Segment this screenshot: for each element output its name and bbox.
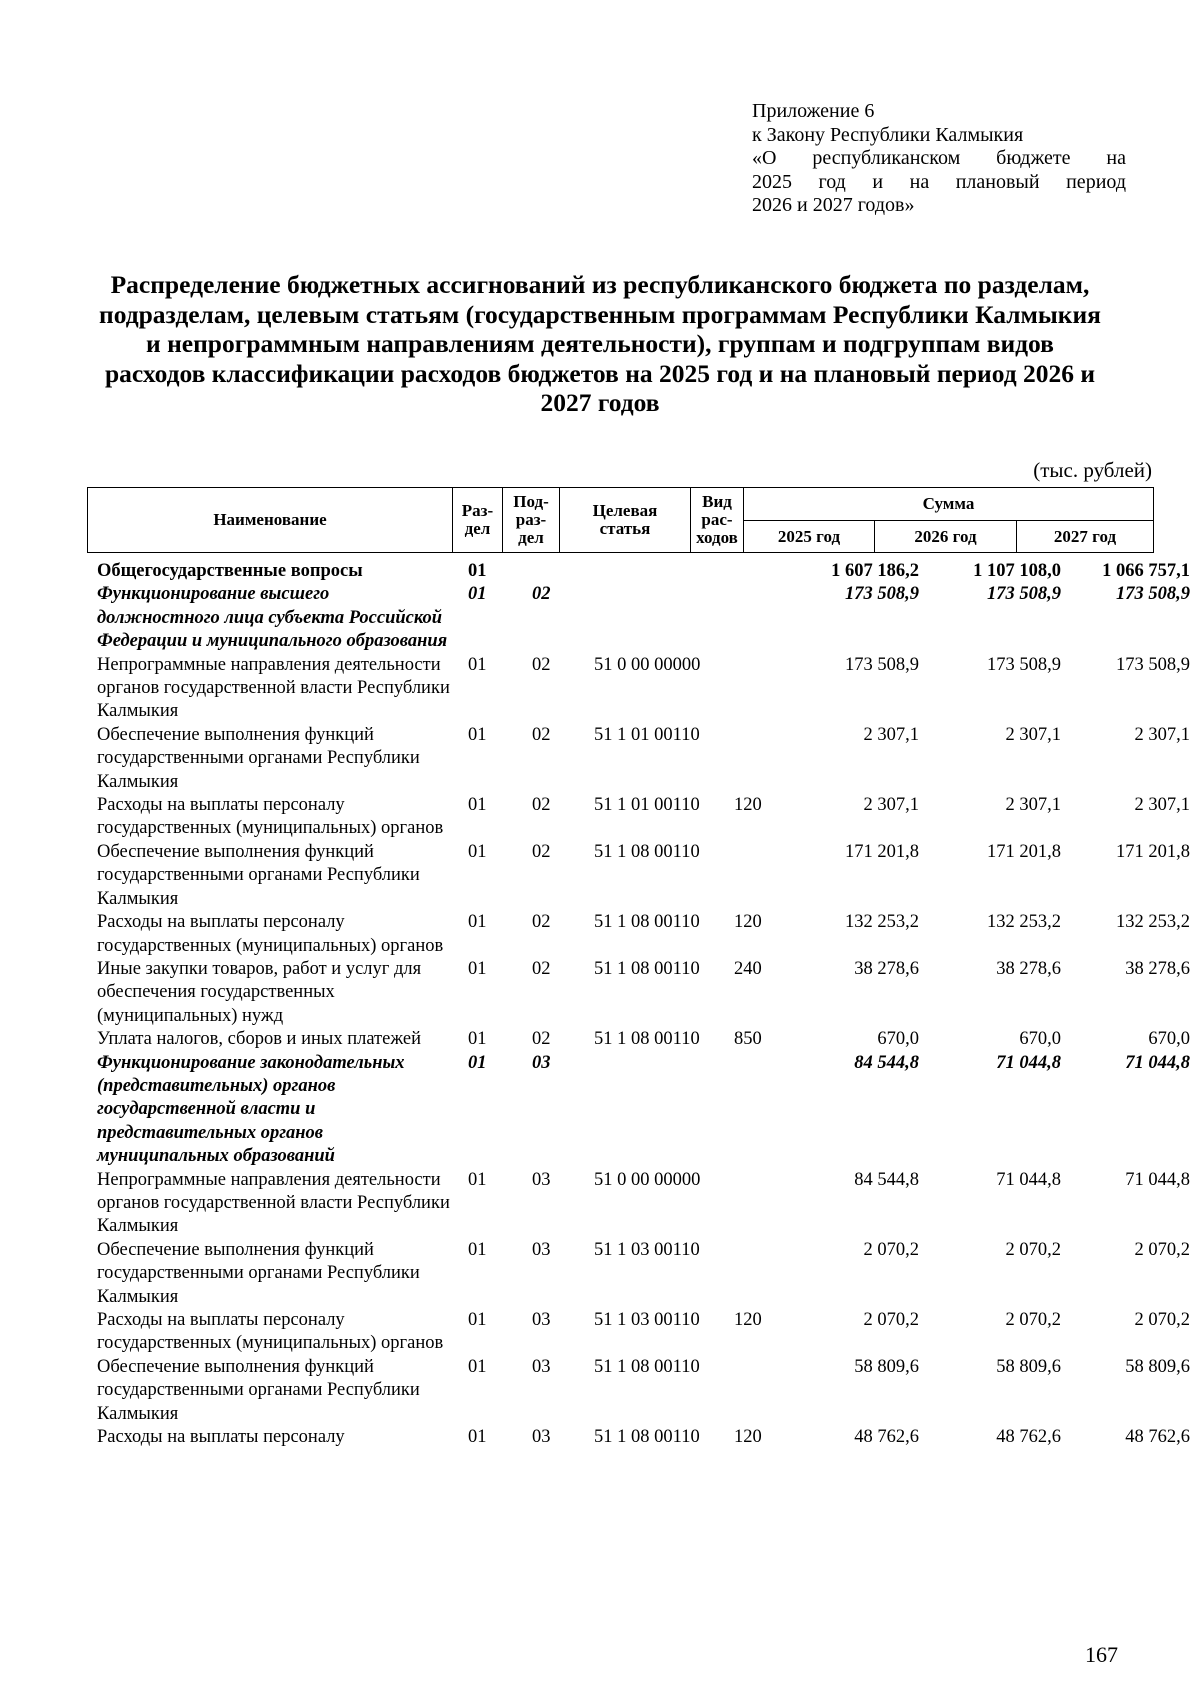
cell-2026: 173 508,9 xyxy=(987,584,1061,605)
table-body xyxy=(87,560,1190,1449)
cell-2027: 2 070,2 xyxy=(1134,1239,1190,1260)
cell-vid xyxy=(730,560,788,583)
header-celevaya xyxy=(560,488,691,553)
cell-podrazdel: 02 xyxy=(532,795,551,816)
cell-celevaya xyxy=(590,560,730,583)
header-summa: Сумма xyxy=(744,488,1154,521)
cell-2026: 71 044,8 xyxy=(996,1052,1061,1073)
cell-2026: 38 278,6 xyxy=(996,958,1061,979)
cell-2027: 1 066 757,1 xyxy=(1102,561,1190,581)
table-row xyxy=(87,560,1190,583)
appendix-line: 2025 год и на плановый период xyxy=(752,170,1126,193)
table-row xyxy=(87,724,1190,794)
table-row xyxy=(87,1169,1190,1239)
cell-celevaya: 51 1 08 00110 xyxy=(594,912,700,933)
cell-2027: 173 508,9 xyxy=(1116,654,1190,675)
cell-celevaya: 51 0 00 00000 xyxy=(594,654,701,675)
appendix-line: 2026 и 2027 годов» xyxy=(752,194,915,216)
cell-name: Функционирование высшего должностного лица субъекта Российской Федерации и муниципального образования xyxy=(97,584,448,652)
cell-2027: 670,0 xyxy=(1148,1029,1190,1050)
table-row xyxy=(87,1239,1190,1309)
header-podrazdel-line: раз- xyxy=(515,510,547,529)
cell-vid xyxy=(730,1052,788,1169)
cell-name: Обеспечение выполнения функций государственными органами Республики Калмыкия xyxy=(97,724,420,792)
header-razdel-line: Раз- xyxy=(461,501,494,520)
cell-celevaya xyxy=(590,583,730,653)
cell-razdel: 01 xyxy=(468,795,487,816)
cell-2025: 2 070,2 xyxy=(863,1239,919,1260)
cell-vid: 120 xyxy=(734,912,762,933)
cell-2027: 58 809,6 xyxy=(1125,1356,1190,1377)
cell-2027: 48 762,6 xyxy=(1125,1427,1190,1448)
header-celevaya-line: Целевая xyxy=(592,501,658,520)
cell-podrazdel: 02 xyxy=(532,724,551,745)
page-number: 167 xyxy=(1085,1642,1118,1667)
table-row xyxy=(87,958,1190,1028)
cell-2025: 58 809,6 xyxy=(854,1356,919,1377)
cell-2026: 2 307,1 xyxy=(1005,795,1061,816)
cell-celevaya xyxy=(590,1052,730,1169)
table-row xyxy=(87,794,1190,841)
cell-razdel: 01 xyxy=(468,958,487,979)
cell-name: Общегосударственные вопросы xyxy=(97,561,363,581)
header-podrazdel-line: дел xyxy=(518,528,544,547)
cell-2027: 132 253,2 xyxy=(1116,912,1190,933)
header-podrazdel-line: Под- xyxy=(513,492,549,511)
cell-razdel: 01 xyxy=(468,1310,487,1330)
cell-podrazdel: 03 xyxy=(532,1169,551,1190)
cell-2027: 71 044,8 xyxy=(1125,1169,1190,1190)
cell-podrazdel xyxy=(524,560,590,583)
cell-2025: 173 508,9 xyxy=(845,584,919,605)
cell-podrazdel: 03 xyxy=(532,1310,551,1330)
cell-2026: 48 762,6 xyxy=(996,1427,1061,1448)
cell-name: Расходы на выплаты персоналу государственных (муниципальных) органов xyxy=(97,912,444,956)
header-razdel-line: дел xyxy=(464,519,491,538)
cell-vid xyxy=(730,1239,788,1309)
cell-2025: 2 070,2 xyxy=(863,1310,919,1330)
cell-vid: 120 xyxy=(734,795,762,816)
cell-podrazdel: 02 xyxy=(532,958,551,979)
cell-2026: 2 307,1 xyxy=(1005,724,1061,745)
cell-name: Иные закупки товаров, работ и услуг для обеспечения государственных (муниципальных) нужд xyxy=(97,958,422,1026)
cell-celevaya: 51 1 08 00110 xyxy=(594,1427,700,1448)
cell-podrazdel: 03 xyxy=(532,1052,551,1073)
cell-celevaya: 51 1 08 00110 xyxy=(594,1356,700,1377)
table-row xyxy=(87,1309,1190,1356)
cell-podrazdel: 02 xyxy=(532,584,551,605)
cell-podrazdel: 03 xyxy=(532,1427,551,1448)
cell-razdel: 01 xyxy=(468,1427,487,1448)
cell-2027: 2 307,1 xyxy=(1134,724,1190,745)
cell-2027: 38 278,6 xyxy=(1125,958,1190,979)
cell-2025: 38 278,6 xyxy=(854,958,919,979)
cell-razdel: 01 xyxy=(468,912,487,933)
cell-vid xyxy=(730,841,788,911)
cell-2025: 84 544,8 xyxy=(854,1052,919,1073)
cell-2026: 71 044,8 xyxy=(996,1169,1061,1190)
cell-celevaya: 51 1 01 00110 xyxy=(594,795,700,816)
table-header xyxy=(87,487,1154,553)
appendix-header xyxy=(752,100,1126,218)
cell-podrazdel: 02 xyxy=(532,912,551,933)
cell-vid: 850 xyxy=(734,1029,762,1050)
cell-razdel: 01 xyxy=(468,1169,487,1190)
cell-2025: 1 607 186,2 xyxy=(831,561,919,581)
appendix-line: «О республиканском бюджете на xyxy=(752,147,1126,169)
cell-2026: 2 070,2 xyxy=(1005,1239,1061,1260)
cell-vid: 120 xyxy=(734,1310,762,1330)
cell-vid xyxy=(730,1169,788,1239)
table-row xyxy=(87,841,1190,911)
cell-2026: 58 809,6 xyxy=(996,1356,1061,1377)
cell-celevaya: 51 1 03 00110 xyxy=(594,1239,700,1260)
cell-vid xyxy=(730,654,788,724)
cell-celevaya: 51 0 00 00000 xyxy=(594,1169,701,1190)
cell-2026: 670,0 xyxy=(1019,1029,1061,1050)
cell-razdel: 01 xyxy=(468,724,487,745)
cell-2027: 173 508,9 xyxy=(1116,584,1190,605)
cell-2026: 132 253,2 xyxy=(987,912,1061,933)
table-row xyxy=(87,583,1190,653)
cell-name: Расходы на выплаты персоналу государственных (муниципальных) органов xyxy=(97,795,444,839)
appendix-line: Приложение 6 xyxy=(752,100,875,122)
header-name: Наименование xyxy=(88,488,453,553)
cell-2025: 171 201,8 xyxy=(845,841,919,862)
cell-name: Непрограммные направления деятельности органов государственной власти Республики Калмыкия xyxy=(97,654,450,722)
header-year-2026: 2026 год xyxy=(875,521,1017,553)
cell-2025: 670,0 xyxy=(877,1029,919,1050)
cell-vid: 120 xyxy=(734,1427,762,1448)
cell-name: Непрограммные направления деятельности органов государственной власти Республики Калмыкия xyxy=(97,1169,450,1237)
cell-razdel: 01 xyxy=(468,841,487,862)
cell-2025: 132 253,2 xyxy=(845,912,919,933)
cell-celevaya: 51 1 08 00110 xyxy=(594,1029,700,1050)
cell-podrazdel: 03 xyxy=(532,1356,551,1377)
cell-razdel: 01 xyxy=(468,1029,487,1050)
header-year-2027: 2027 год xyxy=(1017,521,1154,553)
cell-name: Обеспечение выполнения функций государственными органами Республики Калмыкия xyxy=(97,1239,420,1307)
cell-2026: 2 070,2 xyxy=(1005,1310,1061,1330)
header-vid-line: ходов xyxy=(696,528,738,547)
cell-podrazdel: 03 xyxy=(532,1239,551,1260)
cell-2026: 173 508,9 xyxy=(987,654,1061,675)
table-row xyxy=(87,1426,1190,1449)
table-row xyxy=(87,911,1190,958)
cell-2026: 1 107 108,0 xyxy=(973,561,1061,581)
cell-celevaya: 51 1 01 00110 xyxy=(594,724,700,745)
cell-razdel: 01 xyxy=(468,1239,487,1260)
header-vid-line: Вид xyxy=(702,492,732,511)
cell-vid xyxy=(730,1356,788,1426)
cell-razdel: 01 xyxy=(468,1356,487,1377)
header-vid xyxy=(691,488,744,553)
cell-razdel: 01 xyxy=(468,561,487,581)
cell-razdel: 01 xyxy=(468,1052,487,1073)
cell-2025: 2 307,1 xyxy=(863,795,919,816)
header-celevaya-line: статья xyxy=(599,519,651,538)
cell-name: Обеспечение выполнения функций государственными органами Республики Калмыкия xyxy=(97,841,420,909)
cell-name: Расходы на выплаты персоналу государственных (муниципальных) органов xyxy=(97,1310,444,1354)
cell-vid xyxy=(730,724,788,794)
table-row xyxy=(87,1028,1190,1051)
cell-podrazdel: 02 xyxy=(532,1029,551,1050)
cell-2026: 171 201,8 xyxy=(987,841,1061,862)
cell-podrazdel: 02 xyxy=(532,841,551,862)
cell-2025: 2 307,1 xyxy=(863,724,919,745)
cell-vid xyxy=(730,583,788,653)
cell-name: Обеспечение выполнения функций государственными органами Республики Калмыкия xyxy=(97,1356,420,1424)
cell-vid: 240 xyxy=(734,958,762,979)
cell-name: Уплата налогов, сборов и иных платежей xyxy=(97,1029,422,1050)
appendix-line: к Закону Республики Калмыкия xyxy=(752,123,1024,146)
table-row xyxy=(87,1356,1190,1426)
cell-celevaya: 51 1 03 00110 xyxy=(594,1310,700,1330)
header-year-2025: 2025 год xyxy=(744,521,875,553)
cell-2027: 171 201,8 xyxy=(1116,841,1190,862)
document-title: Распределение бюджетных ассигнований из республиканского бюджета по разделам, подразделам, целевым статьям (государственным программам Республики Калмыкия и непрограммным направлениям деятельности), группам и подгруппам видов расходов классификации расходов бюджетов на 2025 год и на плановый период 2026 и 2027 годов xyxy=(99,270,1101,417)
header-razdel xyxy=(453,488,503,553)
cell-name: Функционирование законодательных (представительных) органов государственной власти и представительных органов муниципальных образований xyxy=(97,1052,405,1167)
cell-razdel: 01 xyxy=(468,584,487,605)
cell-celevaya: 51 1 08 00110 xyxy=(594,958,700,979)
table-row xyxy=(87,1052,1190,1169)
units-label: (тыс. рублей) xyxy=(1033,458,1152,482)
cell-2025: 48 762,6 xyxy=(854,1427,919,1448)
table-row xyxy=(87,654,1190,724)
cell-celevaya: 51 1 08 00110 xyxy=(594,841,700,862)
cell-name: Расходы на выплаты персоналу xyxy=(97,1427,345,1448)
cell-razdel: 01 xyxy=(468,654,487,675)
header-podrazdel xyxy=(503,488,560,553)
cell-podrazdel: 02 xyxy=(532,654,551,675)
header-vid-line: рас- xyxy=(701,510,733,529)
cell-2025: 173 508,9 xyxy=(845,654,919,675)
cell-2025: 84 544,8 xyxy=(854,1169,919,1190)
cell-2027: 2 070,2 xyxy=(1134,1310,1190,1330)
cell-2027: 71 044,8 xyxy=(1125,1052,1190,1073)
cell-2027: 2 307,1 xyxy=(1134,795,1190,816)
